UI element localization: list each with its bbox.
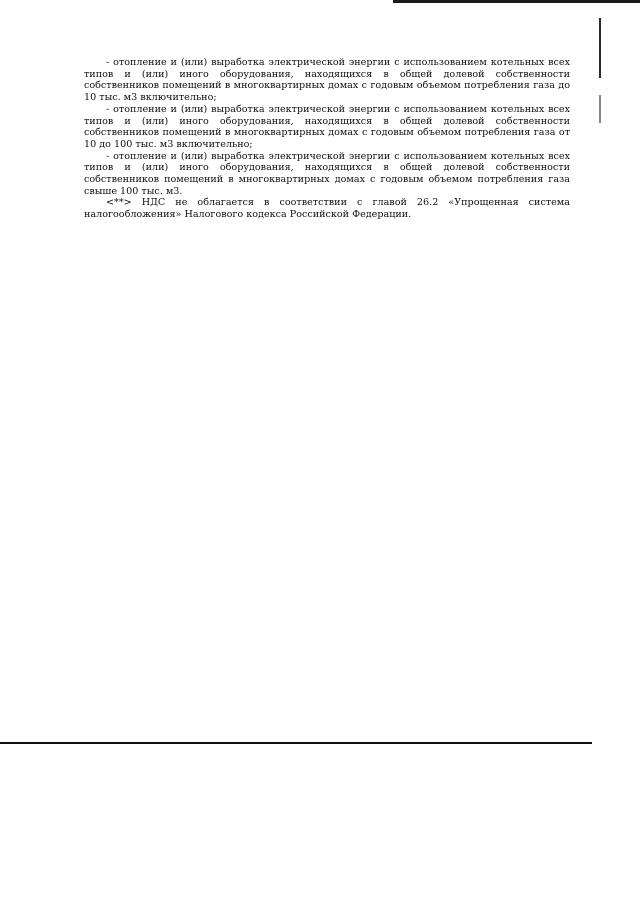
paragraph-heating-up-to-10: - отопление и (или) выработка электрической энергии с использованием котельных всех типов и (или) иного оборудования, находящихся в общей долевой собственности собственников помещений в многоквартирных домах с годовым объемом потребления газа до 10 тыс. м3 включительно; (84, 57, 570, 104)
scan-edge-line-bottom (0, 742, 592, 744)
scan-edge-mark-right-lower (599, 95, 601, 123)
paragraph-heating-10-to-100: - отопление и (или) выработка электрической энергии с использованием котельных всех типов и (или) иного оборудования, находящихся в общей долевой собственности собственников помещений в многоквартирных домах с годовым объемом потребления газа от 10 до 100 тыс. м3 включительно; (84, 103, 570, 150)
footnote-vat: <**> НДС не облагается в соответствии с главой 26.2 «Упрощенная система налогообложения» Налогового кодекса Российской Федерации. (84, 197, 570, 221)
scan-edge-line-top (393, 0, 640, 3)
scan-edge-mark-right (599, 18, 601, 78)
document-body (84, 57, 570, 221)
paragraph-heating-over-100: - отопление и (или) выработка электрической энергии с использованием котельных всех типов и (или) иного оборудования, находящихся в общей долевой собственности собственников помещений в многоквартирных домах с годовым объемом потребления газа свыше 100 тыс. м3. (84, 150, 570, 197)
